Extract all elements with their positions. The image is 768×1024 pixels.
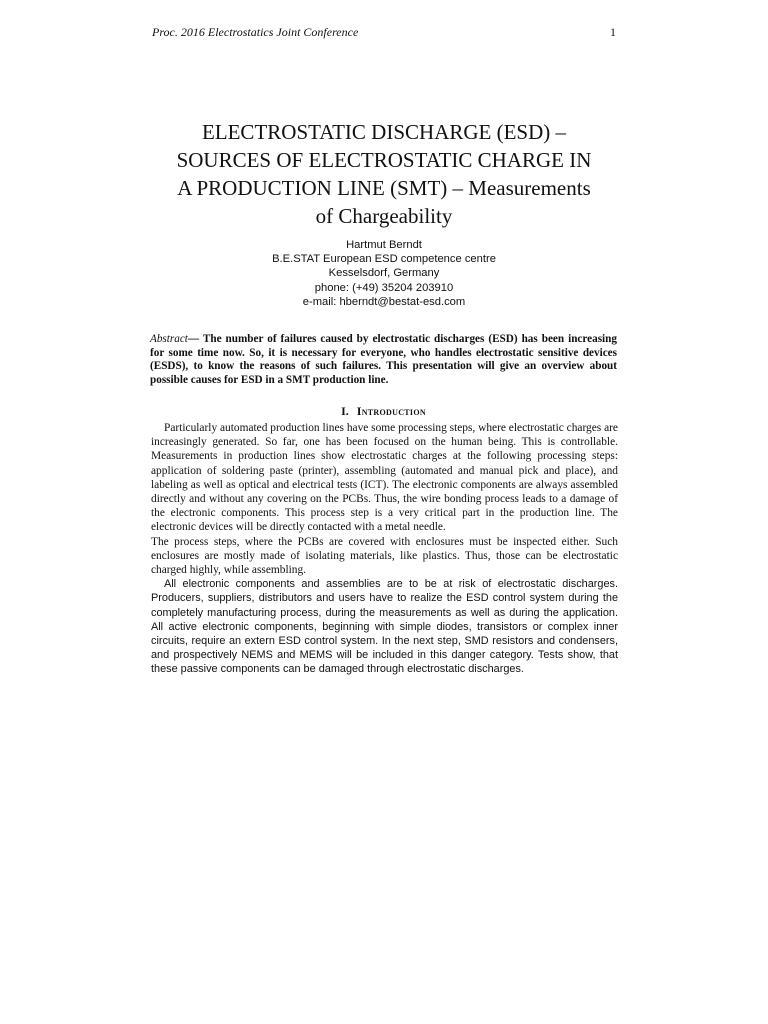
body-paragraph: The process steps, where the PCBs are covered with enclosures must be inspected either. Such enclosures are mostly made of isolating materials, like plastics. Thus, those can be electrostatic charged highly, while assembling. (151, 535, 618, 577)
author-email: e-mail: hberndt@bestat-esd.com (302, 295, 466, 308)
body-paragraph: All electronic components and assemblies are to be at risk of electrostatic discharges. Producers, suppliers, distributors and users have to realize the ESD control system during the completely manufacturing process, during the measurements as well as during the application. All active electronic components, beginning with simple diodes, transistors or complex inner circuits, require an extern ESD control system. In the next step, SMD resistors and condensers, and prospectively NEMS and MEMS will be included in this danger category. Tests show, that these passive components can be damaged through electrostatic discharges. (151, 578, 618, 676)
title-line-2: SOURCES OF ELECTROSTATIC CHARGE IN (176, 148, 592, 172)
abstract-label: Abstract (150, 333, 188, 345)
section-number: I. (341, 404, 349, 418)
paper-title (120, 118, 648, 230)
author-block (184, 238, 584, 309)
body-paragraph: Particularly automated production lines have some processing steps, where electrostatic charges are increasingly generated. So far, one has been focused on the human being. This is controllable. Measurements in production lines show electrostatic charges at the following processing steps: application of soldering paste (printer), assembling (automated and manual pick and place), and labeling as well as optical and electrical tests (ICT). The electronic components are always assembled directly and without any covering on the PCBs. Thus, the wire bonding process leads to a damage of the electronic components. This process step is a very critical part in the production line. The electronic devices will be directly contacted with a metal needle. (151, 422, 618, 534)
body-text (151, 421, 618, 677)
author-location: Kesselsdorf, Germany (328, 267, 440, 280)
running-header (152, 25, 616, 41)
journal-name: Proc. 2016 Electrostatics Joint Conference (152, 25, 359, 39)
page-number: 1 (610, 25, 616, 39)
title-line-3: A PRODUCTION LINE (SMT) – Measurements (177, 176, 591, 200)
section-title: Introduction (356, 404, 426, 418)
abstract-text: The number of failures caused by electrostatic discharges (ESD) has been increasing for some time now. So, it is necessary for everyone, who handles electrostatic sensitive devices (ESDS), to know the reasons of such failures. This presentation will give an overview about possible causes for ESD in a SMT production line. (150, 333, 617, 387)
title-line-4: of Chargeability (315, 204, 453, 228)
author-name: Hartmut Berndt (346, 239, 422, 251)
abstract (150, 333, 617, 388)
section-heading (150, 404, 617, 419)
abstract-separator: — (187, 333, 203, 345)
author-affiliation: B.E.STAT European ESD competence centre (272, 253, 496, 266)
author-phone: phone: (+49) 35204 203910 (314, 281, 454, 294)
title-line-1: ELECTROSTATIC DISCHARGE (ESD) – (201, 120, 567, 144)
